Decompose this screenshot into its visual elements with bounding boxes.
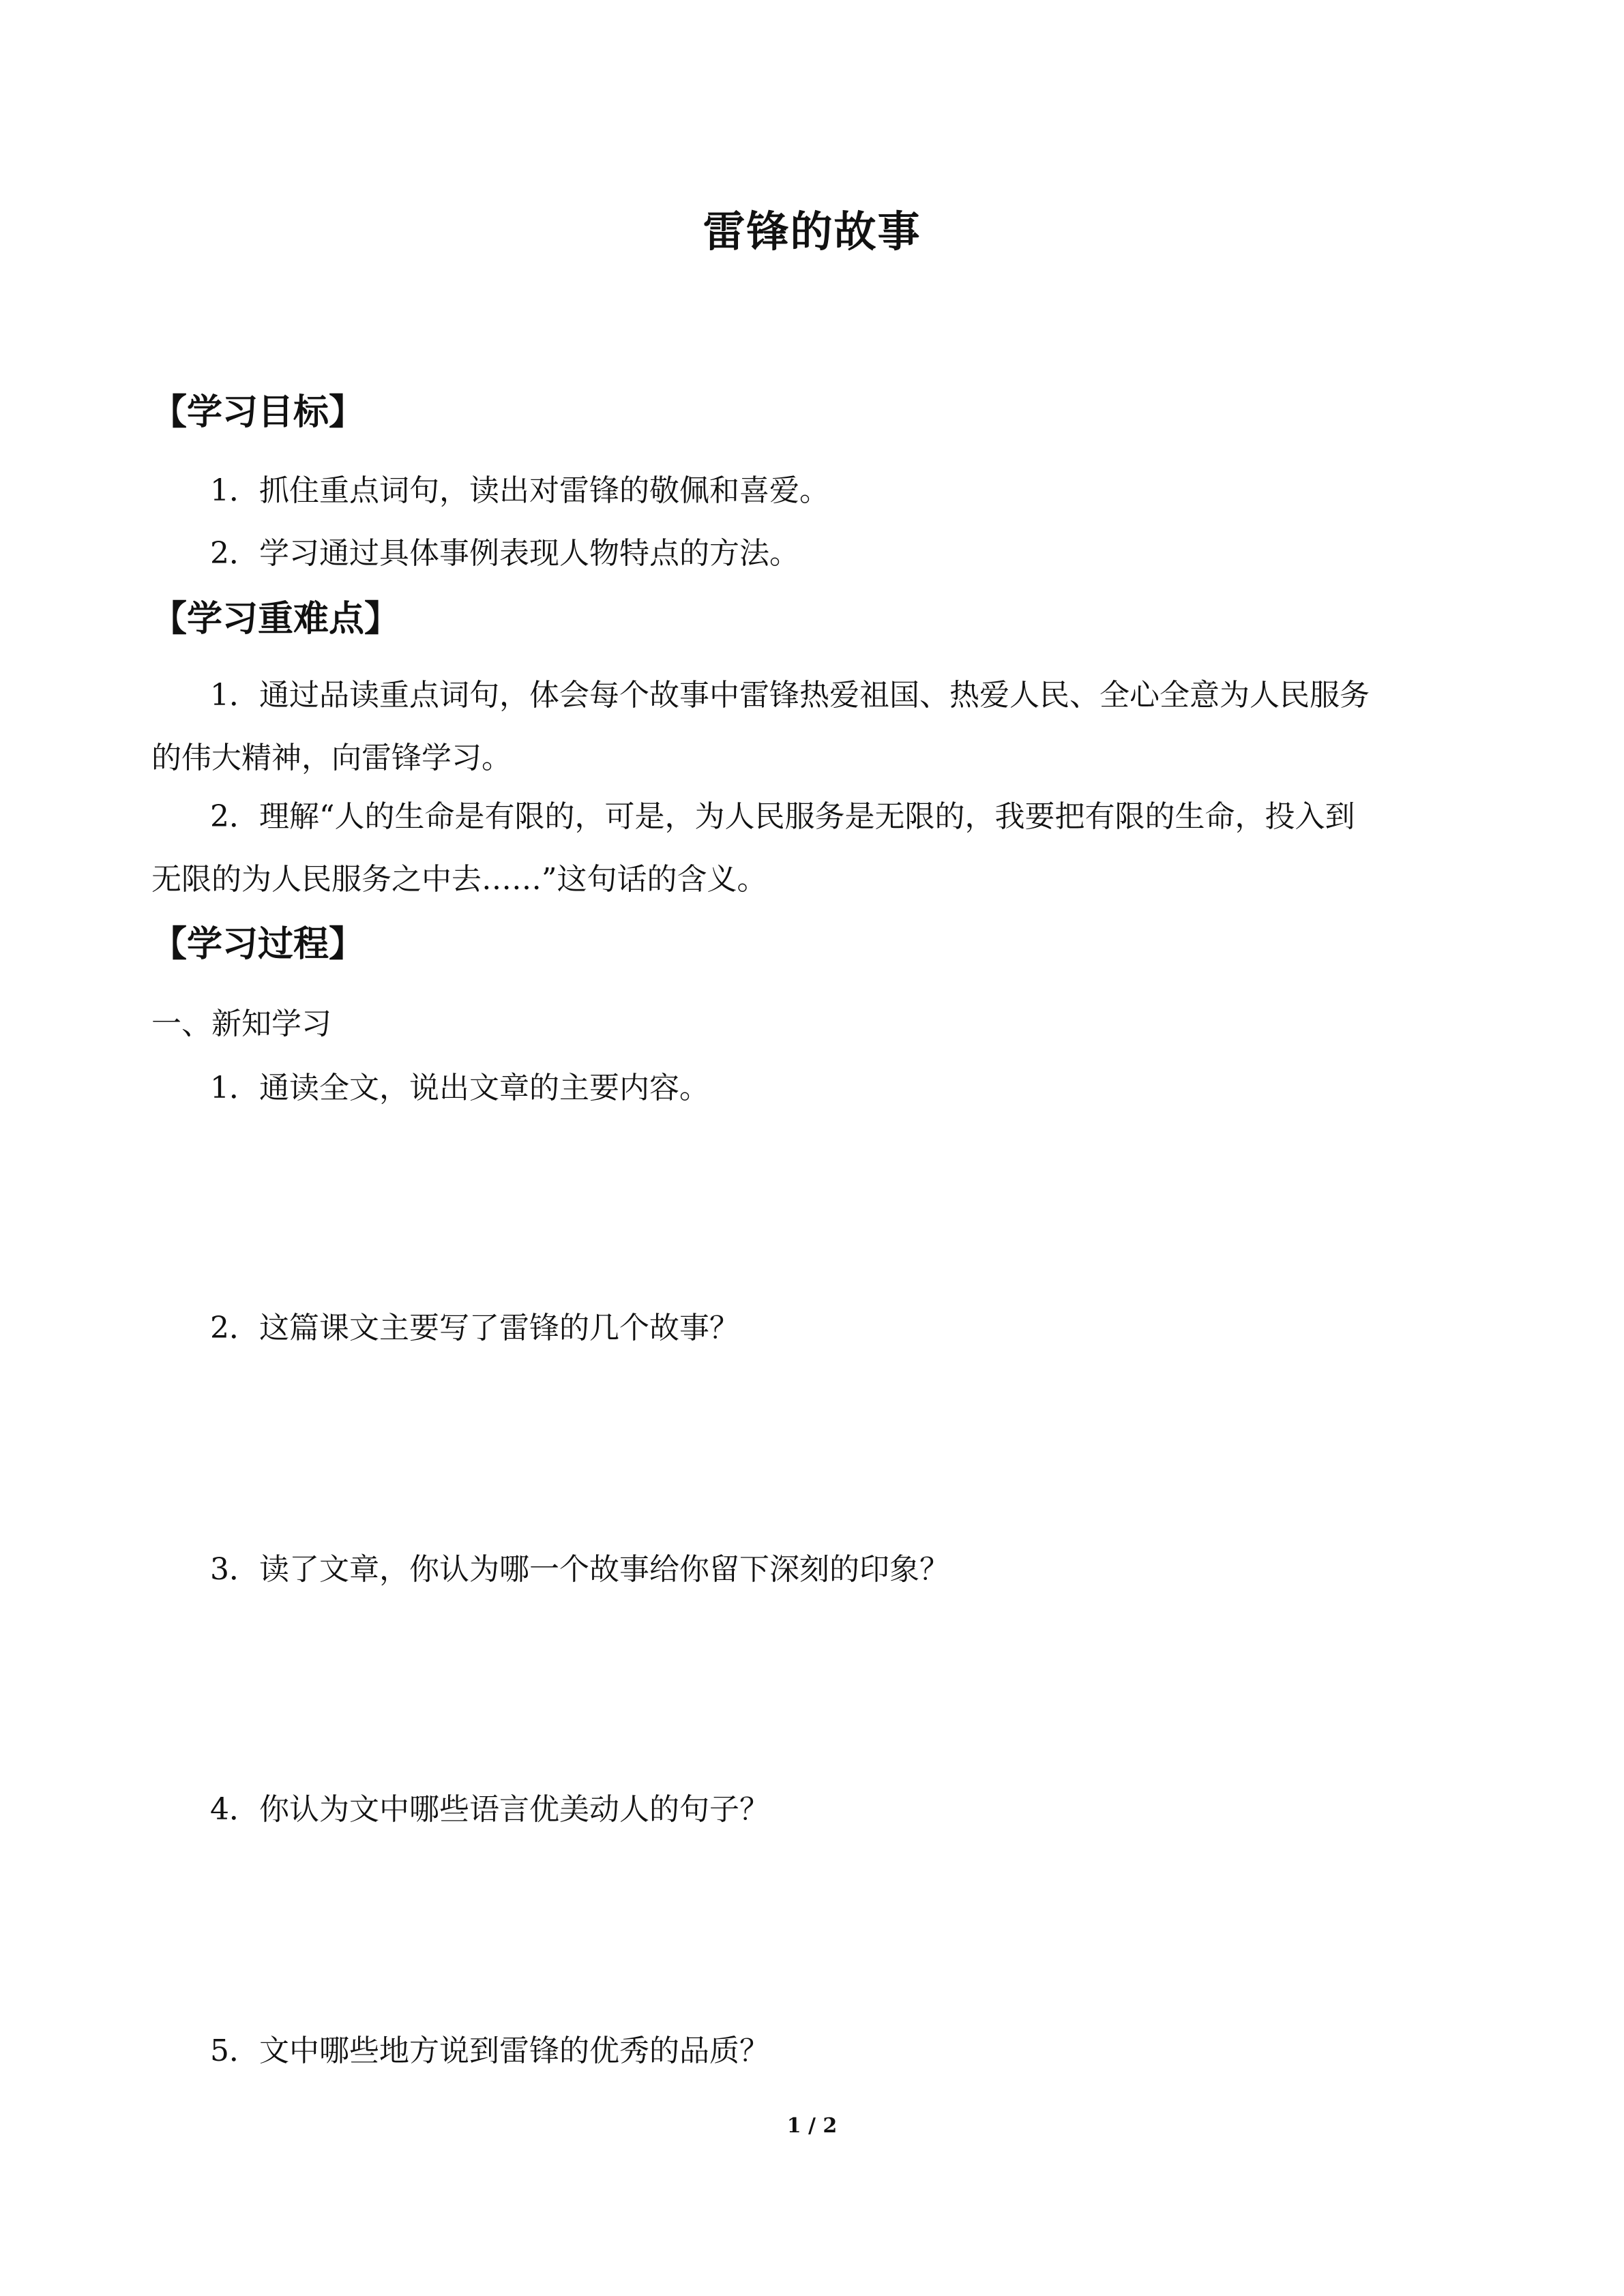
page-number: 1 / 2 xyxy=(786,2114,838,2138)
question-1: 1．通读全文，说出文章的主要内容。 xyxy=(210,1071,709,1105)
key-point-2-line-1: 2．理解“人的生命是有限的，可是，为人民服务是无限的，我要把有限的生命，投入到 xyxy=(210,799,1355,834)
key-point-2-line-2: 无限的为人民服务之中去……”这句话的含义。 xyxy=(151,862,767,897)
section-heading-process: 【学习过程】 xyxy=(151,923,365,965)
section-heading-goals: 【学习目标】 xyxy=(151,391,365,433)
document-title: 雷锋的故事 xyxy=(703,207,921,256)
section-heading-key-points: 【学习重难点】 xyxy=(151,598,400,640)
goal-item-1: 1．抓住重点词句，读出对雷锋的敬佩和喜爱。 xyxy=(210,473,829,508)
question-4: 4．你认为文中哪些语言优美动人的句子？ xyxy=(210,1792,769,1827)
question-3: 3．读了文章，你认为哪一个故事给你留下深刻的印象？ xyxy=(210,1552,949,1587)
key-point-1-line-2: 的伟大精神，向雷锋学习。 xyxy=(151,741,512,775)
goal-item-2: 2．学习通过具体事例表现人物特点的方法。 xyxy=(210,536,799,571)
question-2: 2．这篇课文主要写了雷锋的几个故事？ xyxy=(210,1311,739,1345)
process-subheading: 一、新知学习 xyxy=(151,1007,331,1041)
question-5: 5．文中哪些地方说到雷锋的优秀的品质？ xyxy=(210,2033,769,2068)
key-point-1-line-1: 1．通过品读重点词句，体会每个故事中雷锋热爱祖国、热爱人民、全心全意为人民服务 xyxy=(210,678,1370,713)
